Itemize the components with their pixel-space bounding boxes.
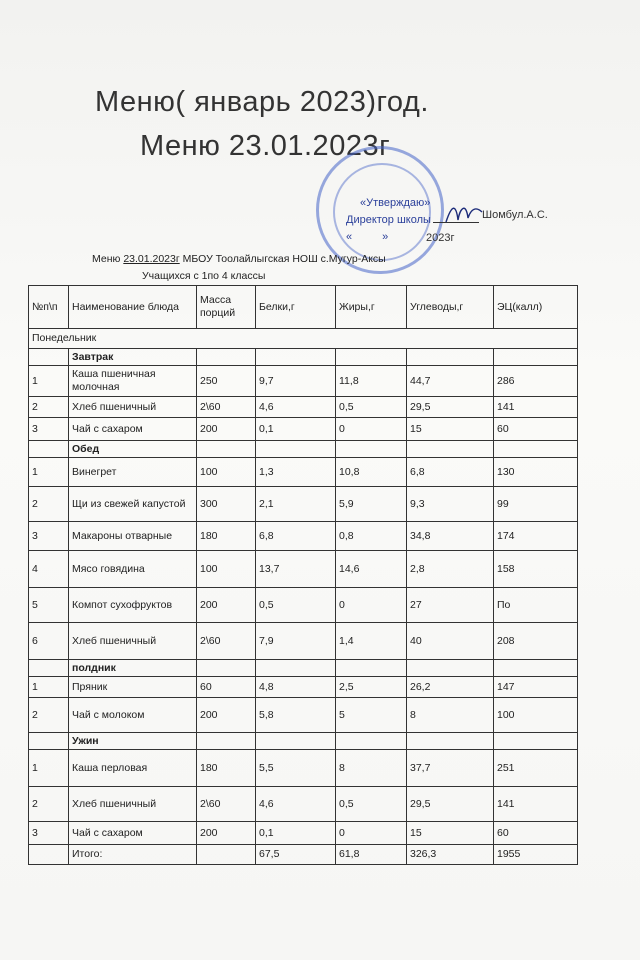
col-header: Белки,г (256, 286, 336, 329)
empty-cell (29, 733, 69, 750)
cell-fat: 0 (336, 588, 407, 623)
cell-protein: 0,5 (256, 588, 336, 623)
cell-dish: Пряник (69, 677, 197, 698)
cell-fat: 10,8 (336, 458, 407, 487)
cell-carbs: 29,5 (407, 397, 494, 418)
table-header-row (29, 286, 578, 329)
empty-cell (256, 733, 336, 750)
cell-dish: Каша пшеничная молочная (69, 366, 197, 397)
cell-kcal: 60 (494, 418, 578, 441)
cell-n: 1 (29, 458, 69, 487)
total-carbs: 326,3 (407, 845, 494, 865)
cell-n: 3 (29, 822, 69, 845)
col-header: ЭЦ(калл) (494, 286, 578, 329)
empty-cell (407, 660, 494, 677)
cell-protein: 0,1 (256, 822, 336, 845)
section-name: Ужин (69, 733, 197, 750)
cell-carbs: 15 (407, 418, 494, 441)
empty-cell (29, 845, 69, 865)
cell-n: 2 (29, 698, 69, 733)
cell-dish: Чай с сахаром (69, 822, 197, 845)
cell-kcal: 100 (494, 698, 578, 733)
empty-cell (256, 441, 336, 458)
cell-kcal: 286 (494, 366, 578, 397)
approval-date-mid: » (382, 231, 389, 243)
col-header: Жиры,г (336, 286, 407, 329)
cell-fat: 14,6 (336, 551, 407, 588)
cell-carbs: 26,2 (407, 677, 494, 698)
cell-kcal: 130 (494, 458, 578, 487)
cell-kcal: По (494, 588, 578, 623)
cell-carbs: 8 (407, 698, 494, 733)
section-name: Обед (69, 441, 197, 458)
cell-n: 3 (29, 418, 69, 441)
cell-kcal: 208 (494, 623, 578, 660)
table-row (29, 551, 578, 588)
empty-cell (336, 441, 407, 458)
cell-carbs: 34,8 (407, 522, 494, 551)
cell-kcal: 251 (494, 750, 578, 787)
cell-kcal: 141 (494, 397, 578, 418)
empty-cell (29, 441, 69, 458)
cell-protein: 5,5 (256, 750, 336, 787)
cell-dish: Макароны отварные (69, 522, 197, 551)
table-row (29, 487, 578, 522)
cell-fat: 0,5 (336, 787, 407, 822)
cell-dish: Чай с молоком (69, 698, 197, 733)
approval-name: Шомбул.А.С. (482, 209, 548, 221)
approval-director: Директор школы (346, 214, 431, 226)
cell-protein: 7,9 (256, 623, 336, 660)
cell-n: 1 (29, 677, 69, 698)
cell-dish: Компот сухофруктов (69, 588, 197, 623)
menu-title: Меню( январь 2023)год. (95, 86, 429, 118)
cell-dish: Хлеб пшеничный (69, 787, 197, 822)
cell-carbs: 15 (407, 822, 494, 845)
total-protein: 67,5 (256, 845, 336, 865)
col-header: Углеводы,г (407, 286, 494, 329)
cell-mass: 180 (197, 750, 256, 787)
cell-dish: Хлеб пшеничный (69, 623, 197, 660)
cell-n: 2 (29, 787, 69, 822)
col-header: Масса порций (197, 286, 256, 329)
total-row (29, 845, 578, 865)
cell-n: 2 (29, 397, 69, 418)
empty-cell (407, 349, 494, 366)
cell-fat: 5,9 (336, 487, 407, 522)
empty-cell (197, 349, 256, 366)
empty-cell (197, 441, 256, 458)
cell-protein: 5,8 (256, 698, 336, 733)
cell-dish: Чай с сахаром (69, 418, 197, 441)
col-header: №п\п (29, 286, 69, 329)
cell-kcal: 99 (494, 487, 578, 522)
table-row (29, 588, 578, 623)
empty-cell (336, 660, 407, 677)
cell-protein: 13,7 (256, 551, 336, 588)
cell-fat: 2,5 (336, 677, 407, 698)
cell-mass: 60 (197, 677, 256, 698)
total-kcal: 1955 (494, 845, 578, 865)
empty-cell (407, 733, 494, 750)
cell-n: 2 (29, 487, 69, 522)
cell-dish: Щи из свежей капустой (69, 487, 197, 522)
section-row (29, 349, 578, 366)
subtitle-prefix: Меню (92, 253, 121, 265)
cell-kcal: 147 (494, 677, 578, 698)
cell-carbs: 40 (407, 623, 494, 660)
day-label: Понедельник (29, 329, 578, 349)
cell-protein: 9,7 (256, 366, 336, 397)
cell-dish: Мясо говядина (69, 551, 197, 588)
cell-fat: 0,5 (336, 397, 407, 418)
section-row (29, 660, 578, 677)
cell-carbs: 27 (407, 588, 494, 623)
empty-cell (197, 733, 256, 750)
empty-cell (29, 660, 69, 677)
cell-n: 4 (29, 551, 69, 588)
cell-mass: 100 (197, 458, 256, 487)
cell-mass: 2\60 (197, 397, 256, 418)
subtitle-school: МБОУ Тоолайлыгская НОШ с.Мугур-Аксы (182, 253, 386, 265)
cell-carbs: 6,8 (407, 458, 494, 487)
cell-fat: 5 (336, 698, 407, 733)
table-row (29, 418, 578, 441)
empty-cell (29, 349, 69, 366)
menu-students: Учащихся с 1по 4 классы (142, 270, 266, 282)
empty-cell (494, 349, 578, 366)
cell-fat: 0 (336, 418, 407, 441)
table-row (29, 366, 578, 397)
cell-n: 1 (29, 366, 69, 397)
cell-mass: 200 (197, 418, 256, 441)
cell-fat: 0 (336, 822, 407, 845)
empty-cell (197, 660, 256, 677)
cell-carbs: 2,8 (407, 551, 494, 588)
table-row (29, 787, 578, 822)
day-row (29, 329, 578, 349)
cell-n: 5 (29, 588, 69, 623)
cell-protein: 4,6 (256, 787, 336, 822)
cell-mass: 180 (197, 522, 256, 551)
cell-kcal: 158 (494, 551, 578, 588)
cell-mass: 300 (197, 487, 256, 522)
table-row (29, 677, 578, 698)
cell-fat: 8 (336, 750, 407, 787)
table-row (29, 397, 578, 418)
cell-mass: 2\60 (197, 623, 256, 660)
cell-mass: 100 (197, 551, 256, 588)
approval-date-open: « (346, 231, 353, 243)
cell-mass: 200 (197, 588, 256, 623)
cell-mass: 200 (197, 698, 256, 733)
cell-mass: 250 (197, 366, 256, 397)
empty-cell (256, 349, 336, 366)
signature (442, 200, 486, 230)
cell-carbs: 29,5 (407, 787, 494, 822)
approval-heading: «Утверждаю» (360, 197, 431, 209)
subtitle-date: 23.01.2023г (123, 253, 180, 265)
total-fat: 61,8 (336, 845, 407, 865)
cell-carbs: 9,3 (407, 487, 494, 522)
menu-date-title: Меню 23.01.2023г (140, 130, 391, 162)
cell-n: 3 (29, 522, 69, 551)
cell-protein: 1,3 (256, 458, 336, 487)
table-row (29, 750, 578, 787)
cell-kcal: 60 (494, 822, 578, 845)
cell-fat: 1,4 (336, 623, 407, 660)
empty-cell (494, 441, 578, 458)
cell-kcal: 141 (494, 787, 578, 822)
cell-carbs: 44,7 (407, 366, 494, 397)
cell-mass: 200 (197, 822, 256, 845)
menu-subtitle (92, 253, 386, 265)
cell-protein: 6,8 (256, 522, 336, 551)
table-row (29, 458, 578, 487)
cell-protein: 4,6 (256, 397, 336, 418)
table-row (29, 522, 578, 551)
cell-n: 6 (29, 623, 69, 660)
section-name: полдник (69, 660, 197, 677)
empty-cell (407, 441, 494, 458)
total-label: Итого: (69, 845, 197, 865)
empty-cell (494, 733, 578, 750)
menu-table (28, 285, 578, 865)
section-name: Завтрак (69, 349, 197, 366)
approval-year: 2023г (426, 232, 455, 244)
table-row (29, 698, 578, 733)
cell-carbs: 37,7 (407, 750, 494, 787)
section-row (29, 733, 578, 750)
empty-cell (336, 733, 407, 750)
section-row (29, 441, 578, 458)
cell-protein: 2,1 (256, 487, 336, 522)
cell-protein: 4,8 (256, 677, 336, 698)
cell-fat: 11,8 (336, 366, 407, 397)
table-row (29, 623, 578, 660)
empty-cell (197, 845, 256, 865)
cell-kcal: 174 (494, 522, 578, 551)
cell-dish: Каша перловая (69, 750, 197, 787)
cell-dish: Хлеб пшеничный (69, 397, 197, 418)
cell-dish: Винегрет (69, 458, 197, 487)
cell-protein: 0,1 (256, 418, 336, 441)
col-header: Наименование блюда (69, 286, 197, 329)
empty-cell (336, 349, 407, 366)
cell-fat: 0,8 (336, 522, 407, 551)
table-row (29, 822, 578, 845)
cell-n: 1 (29, 750, 69, 787)
empty-cell (256, 660, 336, 677)
empty-cell (494, 660, 578, 677)
cell-mass: 2\60 (197, 787, 256, 822)
